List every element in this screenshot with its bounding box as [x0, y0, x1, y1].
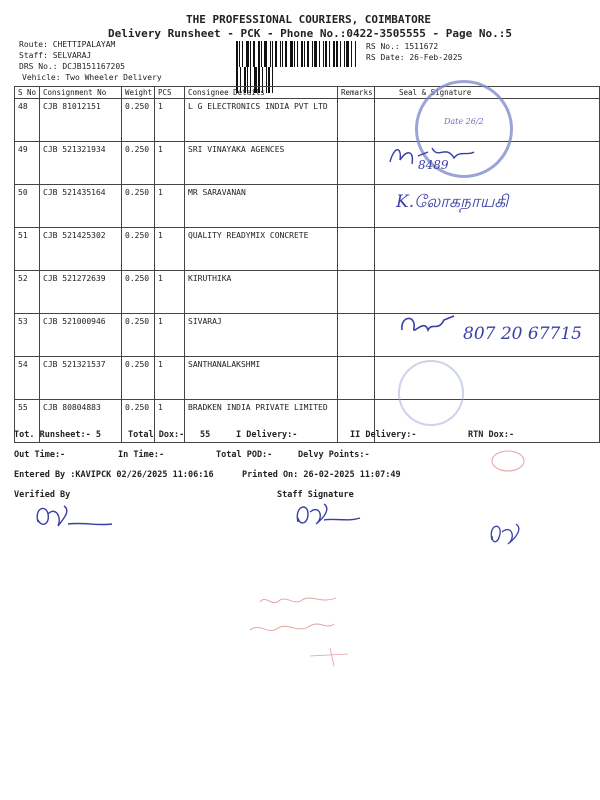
cell-pcs: 1	[155, 142, 185, 185]
cell-weight: 0.250	[122, 400, 155, 443]
cell-sno: 52	[15, 271, 40, 314]
cell-remarks	[338, 314, 375, 357]
entered-by: Entered By :KAVIPCK 02/26/2025 11:06:16	[14, 470, 214, 480]
rtn-dox: RTN Dox:-	[468, 430, 515, 440]
cell-consignee: BRADKEN INDIA PRIVATE LIMITED	[185, 400, 338, 443]
ii-delivery: II Delivery:-	[350, 430, 417, 440]
header-consignee: Consignee Details	[185, 87, 338, 99]
faint-pencil-marks	[250, 590, 370, 670]
rs-date: RS Date: 26-Feb-2025	[366, 53, 463, 62]
table-row	[15, 271, 600, 314]
cell-consignment-no: CJB 521000946	[40, 314, 122, 357]
cell-pcs: 1	[155, 400, 185, 443]
cell-seal-signature	[375, 271, 600, 314]
cell-pcs: 1	[155, 271, 185, 314]
cell-consignment-no: CJB 521272639	[40, 271, 122, 314]
barcode	[236, 41, 358, 67]
cell-pcs: 1	[155, 185, 185, 228]
company-title: THE PROFESSIONAL COURIERS, COIMBATORE	[186, 13, 432, 26]
cell-consignee: SANTHANALAKSHMI	[185, 357, 338, 400]
cell-weight: 0.250	[122, 314, 155, 357]
cell-consignee: KIRUTHIKA	[185, 271, 338, 314]
faint-circle-mark	[488, 446, 528, 476]
phone-handwriting-row53: 807 20 67715	[463, 324, 582, 344]
verified-signature	[34, 502, 114, 532]
delvy-points: Delvy Points:-	[298, 450, 370, 460]
cell-consignment-no: CJB 521321934	[40, 142, 122, 185]
table-row	[15, 142, 600, 185]
cell-consignee: L G ELECTRONICS INDIA PVT LTD	[185, 99, 338, 142]
total-dox-value: 55	[200, 430, 211, 440]
header-remarks: Remarks	[338, 87, 375, 99]
in-time: In Time:-	[118, 450, 165, 460]
header-weight: Weight	[122, 87, 155, 99]
cell-weight: 0.250	[122, 357, 155, 400]
cell-pcs: 1	[155, 357, 185, 400]
phone-handwriting-row49: 8489	[418, 158, 449, 172]
signature-row50: K.லோகநாயகி	[396, 192, 509, 212]
header-consignment: Consignment No	[40, 87, 122, 99]
faint-seal-stamp	[398, 360, 464, 426]
drs-number: DRS No.: DCJB151167205	[19, 62, 125, 71]
runsheet-subtitle: Delivery Runsheet - PCK - Phone No.:0422-3505555 - Page No.:5	[108, 27, 512, 40]
cell-consignee: MR SARAVANAN	[185, 185, 338, 228]
cell-sno: 50	[15, 185, 40, 228]
cell-remarks	[338, 228, 375, 271]
vehicle-text: Vehicle: Two Wheeler Delivery	[22, 73, 162, 82]
cell-sno: 48	[15, 99, 40, 142]
table-row	[15, 185, 600, 228]
signature-row53	[398, 312, 458, 340]
verified-by-label: Verified By	[14, 490, 71, 500]
cell-sno: 55	[15, 400, 40, 443]
printed-on: Printed On: 26-02-2025 11:07:49	[242, 470, 401, 480]
table-header-row	[15, 87, 600, 99]
cell-weight: 0.250	[122, 228, 155, 271]
staff-signature-label: Staff Signature	[277, 490, 354, 500]
header-sno: S No	[15, 87, 40, 99]
cell-pcs: 1	[155, 314, 185, 357]
cell-weight: 0.250	[122, 142, 155, 185]
staff-text: Staff: SELVARAJ	[19, 51, 92, 60]
cell-consignment-no: CJB 521321537	[40, 357, 122, 400]
cell-consignment-no: CJB 81012151	[40, 99, 122, 142]
runsheet-table	[14, 86, 600, 443]
rs-number: RS No.: 1511672	[366, 42, 439, 51]
cell-weight: 0.250	[122, 185, 155, 228]
total-dox-label: Total Dox:-	[128, 430, 185, 440]
cell-consignee: QUALITY READYMIX CONCRETE	[185, 228, 338, 271]
table-row	[15, 357, 600, 400]
cell-remarks	[338, 99, 375, 142]
cell-weight: 0.250	[122, 271, 155, 314]
cell-remarks	[338, 185, 375, 228]
cell-sno: 53	[15, 314, 40, 357]
route-text: Route: CHETTIPALAYAM	[19, 40, 116, 49]
cell-consignment-no: CJB 521425302	[40, 228, 122, 271]
cell-consignment-no: CJB 521435164	[40, 185, 122, 228]
cell-remarks	[338, 142, 375, 185]
cell-remarks	[338, 357, 375, 400]
cell-consignee: SRI VINAYAKA AGENCES	[185, 142, 338, 185]
cell-seal-signature	[375, 228, 600, 271]
i-delivery: I Delivery:-	[236, 430, 298, 440]
extra-signature	[488, 520, 538, 550]
cell-sno: 54	[15, 357, 40, 400]
cell-remarks	[338, 271, 375, 314]
staff-signature-mark	[294, 500, 364, 530]
cell-consignee: SIVARAJ	[185, 314, 338, 357]
cell-pcs: 1	[155, 99, 185, 142]
header-seal: Seal & Signature	[375, 87, 600, 99]
cell-pcs: 1	[155, 228, 185, 271]
tot-runsheet: Tot. Runsheet:- 5	[14, 430, 101, 440]
header-pcs: PCS	[155, 87, 185, 99]
total-pod: Total POD:-	[216, 450, 273, 460]
cell-weight: 0.250	[122, 99, 155, 142]
out-time: Out Time:-	[14, 450, 66, 460]
cell-consignment-no: CJB 80804883	[40, 400, 122, 443]
cell-sno: 51	[15, 228, 40, 271]
stamp-date-text: Date 26/2	[444, 117, 484, 126]
table-row	[15, 228, 600, 271]
cell-sno: 49	[15, 142, 40, 185]
